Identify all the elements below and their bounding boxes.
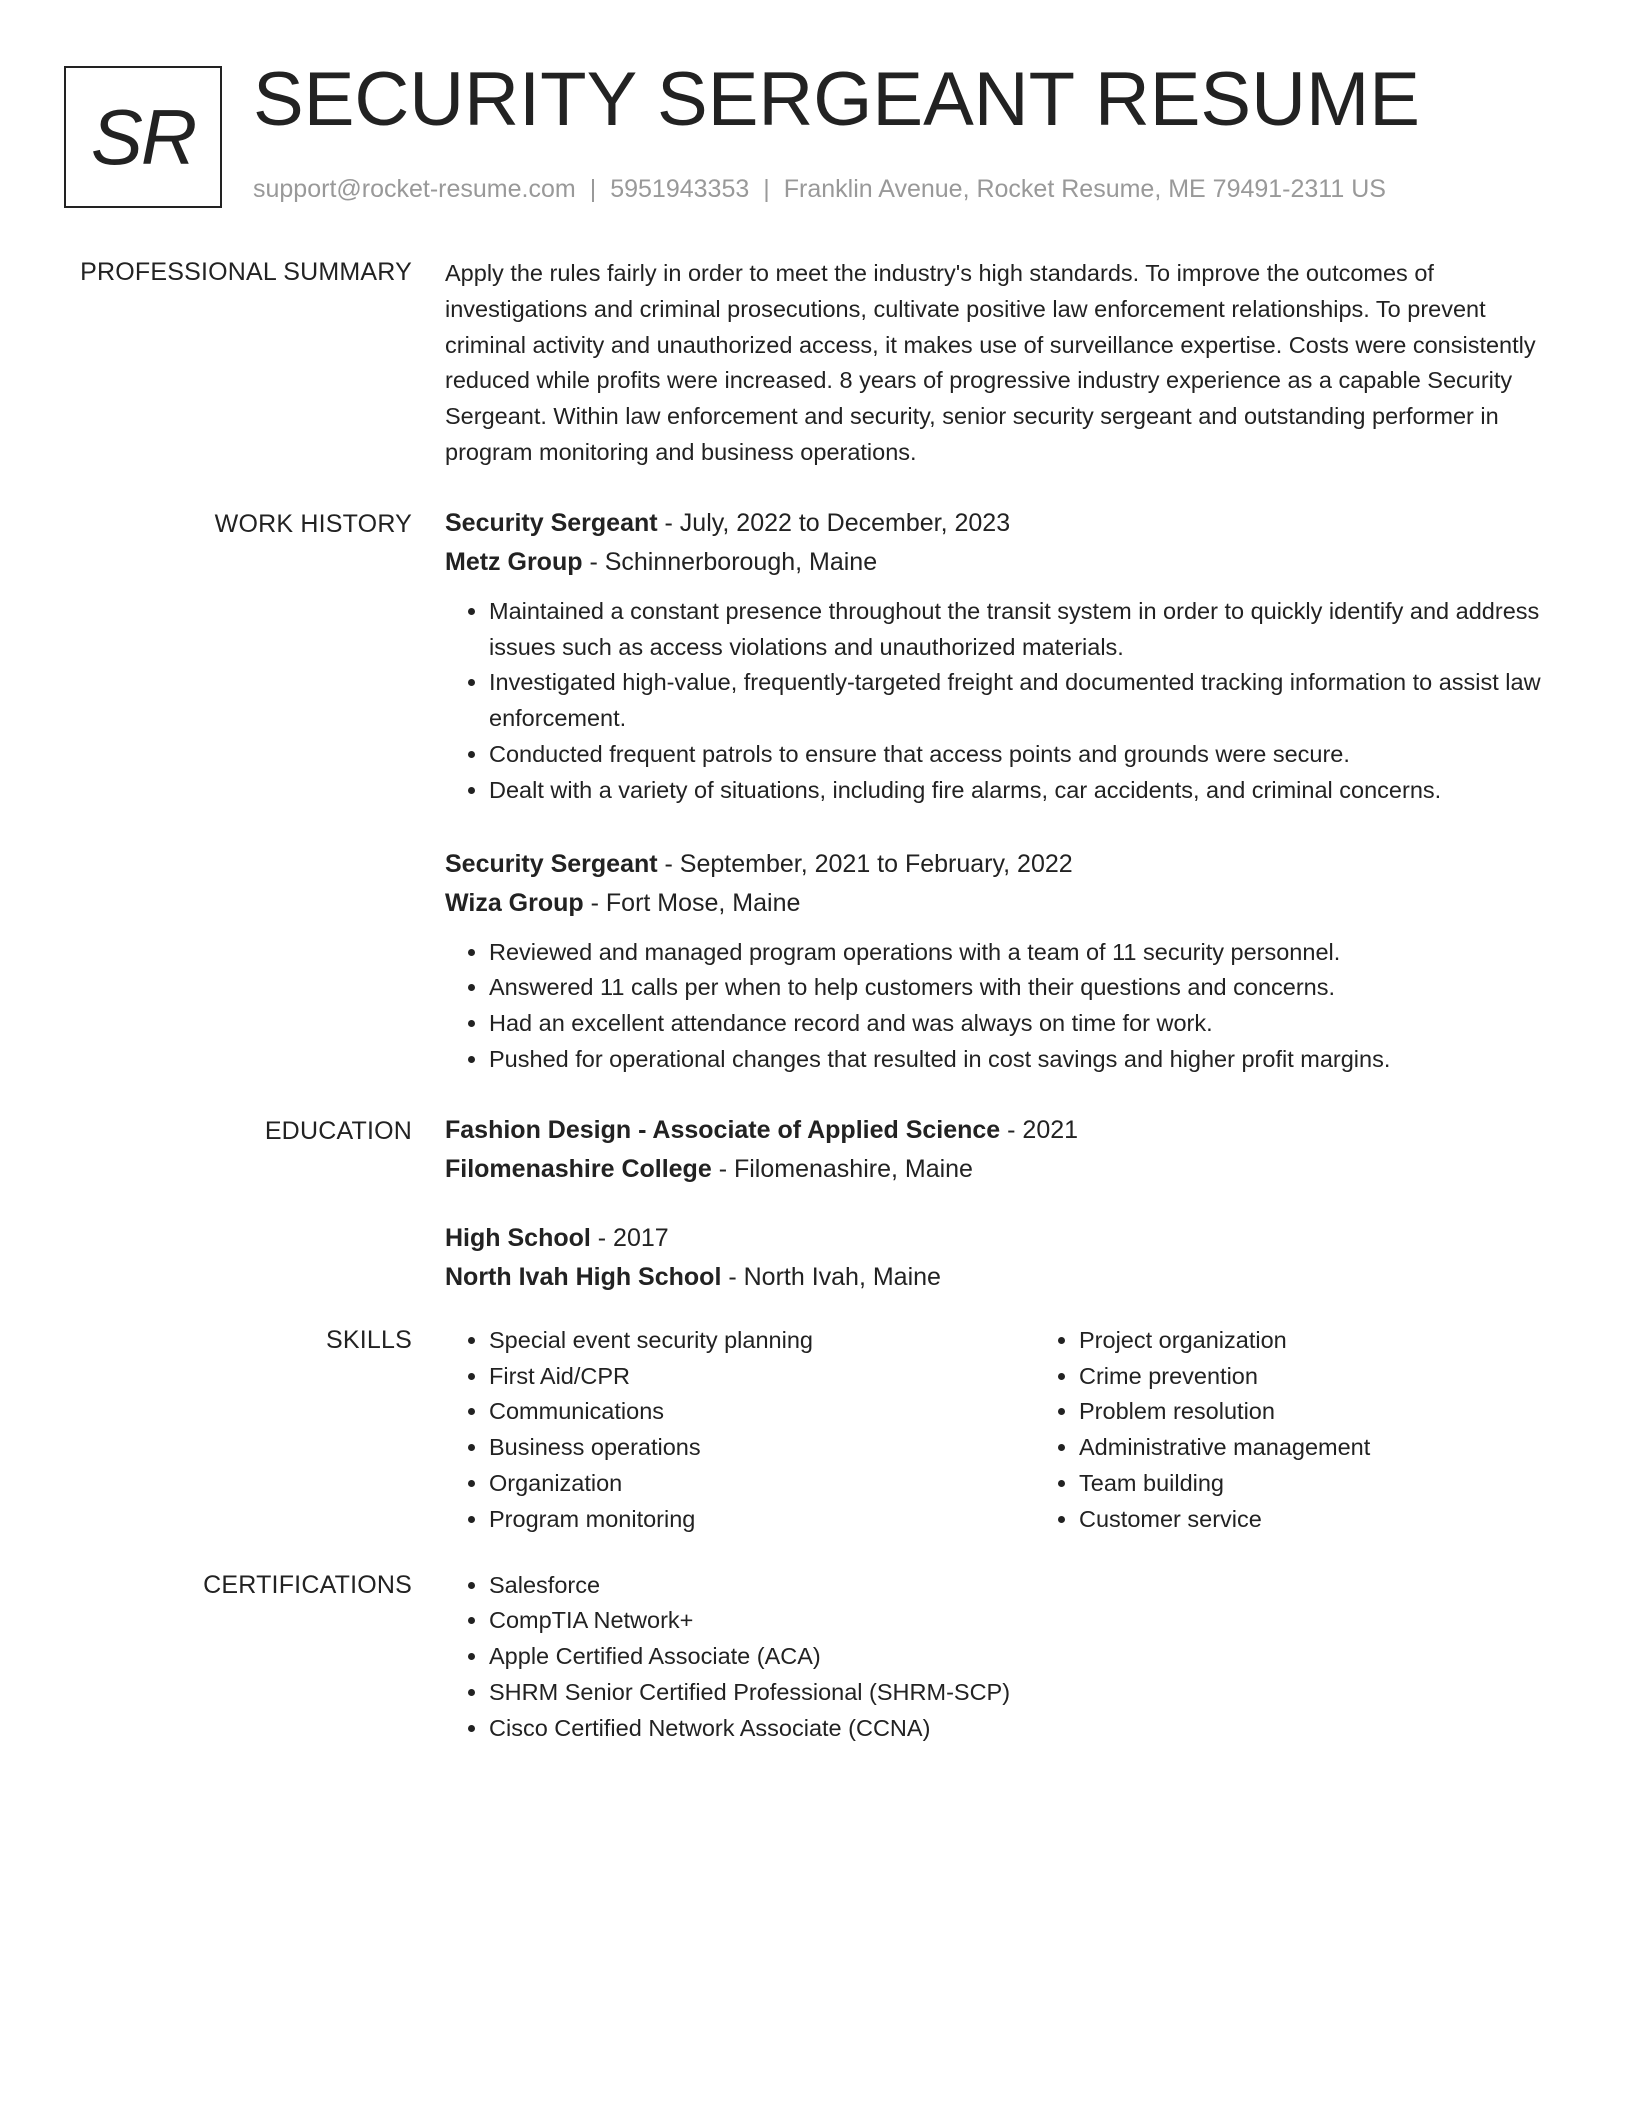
job-entry — [445, 504, 1564, 809]
job-company: Metz Group — [445, 547, 583, 576]
job-title: Security Sergeant — [445, 849, 658, 878]
resume-sections — [64, 255, 1564, 1747]
job-company: Wiza Group — [445, 888, 584, 917]
job-bullet: • Pushed for operational changes that resulted in cost savings and higher profit margins. — [489, 1042, 1564, 1078]
work-history-heading: WORK HISTORY — [214, 509, 412, 538]
certifications-section — [64, 1568, 1564, 1747]
education-entry — [445, 1111, 1564, 1189]
job-bullet: • Had an excellent attendance record and was always on time for work. — [489, 1006, 1564, 1042]
education-entry — [445, 1219, 1564, 1297]
job-bullet: • Reviewed and managed program operations with a team of 11 security personnel. — [489, 935, 1564, 971]
summary-text: Apply the rules fairly in order to meet the industry's high standards. To improve the outcomes of investigations and criminal prosecutions, cultivate positive law enforcement relationships. To prevent criminal activity and unauthorized access, it makes use of surveillance expertise. Costs were consistently reduced while profits were increased. 8 years of progressive industry experience as a capable Security Sergeant. Within law enforcement and security, senior security sergeant and outstanding performer in program monitoring and business operations. — [445, 260, 1536, 465]
job-location: - Schinnerborough, Maine — [582, 547, 878, 576]
certification-item: • Cisco Certified Network Associate (CCNA) — [489, 1711, 1564, 1747]
degree: High School — [445, 1223, 591, 1252]
certifications-list — [445, 1568, 1564, 1747]
contact-phone: 5951943353 — [610, 175, 750, 203]
skill-item: • Problem resolution — [1079, 1394, 1579, 1430]
school-line — [445, 1150, 1564, 1189]
degree-line — [445, 1219, 1564, 1258]
job-company-line — [445, 543, 1564, 582]
job-company-line — [445, 884, 1564, 923]
education-heading: EDUCATION — [264, 1116, 412, 1145]
certification-item: • Salesforce — [489, 1568, 1564, 1604]
degree-year: - 2017 — [590, 1223, 669, 1252]
job-bullet: • Conducted frequent patrols to ensure that access points and grounds were secure. — [489, 737, 1564, 773]
school: North Ivah High School — [445, 1262, 722, 1291]
school: Filomenashire College — [445, 1154, 712, 1183]
work-history-body — [445, 504, 1564, 1078]
skills-list-left — [445, 1323, 989, 1538]
job-title-line — [445, 845, 1564, 884]
skill-item: • Business operations — [489, 1430, 989, 1466]
education-body — [445, 1111, 1564, 1297]
education-section — [64, 1111, 1564, 1297]
contact-line — [253, 172, 1386, 206]
skill-item: • Project organization — [1079, 1323, 1579, 1359]
skill-item: • Customer service — [1079, 1502, 1579, 1538]
job-entry — [445, 845, 1564, 1078]
contact-separator: | — [589, 175, 597, 203]
summary-section — [64, 255, 1564, 471]
skills-columns — [445, 1323, 1565, 1538]
contact-address: Franklin Avenue, Rocket Resume, ME 79491-2311 US — [783, 175, 1386, 203]
work-history-section — [64, 504, 1564, 1078]
school-location: - Filomenashire, Maine — [711, 1154, 973, 1183]
resume-title: SECURITY SERGEANT RESUME — [253, 57, 1420, 142]
job-bullets — [445, 935, 1564, 1078]
certifications-body — [445, 1568, 1564, 1747]
job-bullets — [445, 594, 1564, 809]
job-title: Security Sergeant — [445, 508, 658, 537]
skill-item: • Administrative management — [1079, 1430, 1579, 1466]
skill-item: • First Aid/CPR — [489, 1359, 989, 1395]
certification-item: • SHRM Senior Certified Professional (SHRM-SCP) — [489, 1675, 1564, 1711]
degree-year: - 2021 — [1000, 1115, 1079, 1144]
job-bullet: • Investigated high-value, frequently-targeted freight and documented tracking information to assist law enforcement. — [489, 665, 1564, 737]
job-title-line — [445, 504, 1564, 543]
certifications-heading: CERTIFICATIONS — [203, 1570, 412, 1599]
job-dates: - September, 2021 to February, 2022 — [657, 849, 1073, 878]
degree: Fashion Design - Associate of Applied Science — [445, 1115, 1001, 1144]
contact-separator: | — [763, 175, 770, 203]
job-bullet: • Maintained a constant presence throughout the transit system in order to quickly identify and address issues such as access violations and unauthorized materials. — [489, 594, 1564, 666]
certification-item: • Apple Certified Associate (ACA) — [489, 1639, 1564, 1675]
skill-item: • Team building — [1079, 1466, 1579, 1502]
skill-item: • Organization — [489, 1466, 989, 1502]
skills-list-right — [1035, 1323, 1579, 1538]
skills-body — [445, 1323, 1565, 1538]
job-dates: - July, 2022 to December, 2023 — [657, 508, 1011, 537]
school-line — [445, 1258, 1564, 1297]
job-location: - Fort Mose, Maine — [583, 888, 801, 917]
monogram-badge: SR — [64, 66, 222, 208]
summary-heading: PROFESSIONAL SUMMARY — [80, 258, 412, 286]
degree-line — [445, 1111, 1564, 1150]
summary-body — [445, 255, 1564, 471]
job-bullet: • Answered 11 calls per when to help customers with their questions and concerns. — [489, 970, 1564, 1006]
contact-email: support@rocket-resume.com — [253, 175, 576, 203]
school-location: - North Ivah, Maine — [721, 1262, 941, 1291]
skill-item: • Crime prevention — [1079, 1359, 1579, 1395]
skill-item: • Program monitoring — [489, 1502, 989, 1538]
certification-item: • CompTIA Network+ — [489, 1603, 1564, 1639]
skill-item: • Special event security planning — [489, 1323, 989, 1359]
skills-heading: SKILLS — [326, 1325, 412, 1354]
skills-section — [64, 1323, 1564, 1538]
job-bullet: • Dealt with a variety of situations, including fire alarms, car accidents, and criminal concerns. — [489, 773, 1564, 809]
skill-item: • Communications — [489, 1394, 989, 1430]
